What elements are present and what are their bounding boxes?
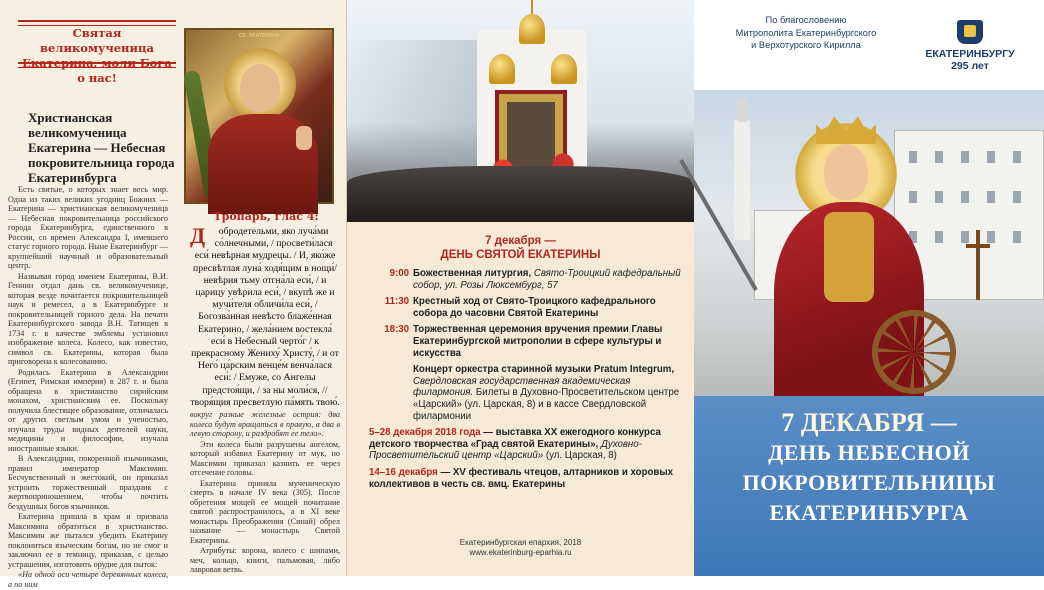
publisher-footer xyxy=(347,538,694,558)
event-list xyxy=(369,268,687,495)
event-dates: 14–16 декабря xyxy=(369,466,438,478)
troparion-hymn xyxy=(190,223,340,409)
event-title: — XV фестиваль чтецов, алтарников и хоровых коллективов в честь св. вмц. Екатерины xyxy=(369,466,674,490)
event-venue: Духовно-Просветительский центр «Царский» xyxy=(369,438,642,462)
saint-hand xyxy=(296,126,312,150)
event-venue: Свято-Троицкий кафедральный собор, ул. Розы Люксембург, 57 xyxy=(413,268,681,291)
cover-title-banner xyxy=(694,396,1044,576)
dome xyxy=(551,54,577,84)
biography-paragraph: Эти колеса были разрушены ангелом, который избавил Екатерину от мук, но Максимин приказал казнить ее через отсечение головы. xyxy=(190,439,340,477)
event-time: 18:30 xyxy=(384,324,409,336)
icon-caption: СВ. ЕКАТЕРИНА xyxy=(238,33,280,39)
biography-quote-end: вокруг разные железные острия: два колеса будут вращаться в правую, а два в левую сторону, и раздробят ее тело». xyxy=(190,410,340,438)
event-title: — выставка XX ежегодного конкурса детского творчества «Град святой Екатерины», xyxy=(369,427,661,450)
coat-of-arms-icon xyxy=(957,20,983,44)
saint-catherine-figure xyxy=(754,110,934,396)
procession-photo xyxy=(347,0,694,222)
event-item xyxy=(369,268,687,291)
publisher-name: Екатеринбургская епархия, 2018 xyxy=(459,538,582,547)
biography-title: Христианская великомученица Екатерина — Небесная покровительница города Екатеринбурга xyxy=(28,110,175,185)
dome-cross xyxy=(531,0,533,14)
cover-header xyxy=(694,0,1044,90)
cover-date: 7 ДЕКАБРЯ — xyxy=(781,408,957,437)
ornament-bottom xyxy=(18,62,176,68)
event-title: Божественная литургия, xyxy=(413,268,532,279)
dome xyxy=(489,54,515,84)
biography-paragraph: Екатерина пришла в храм и призвала Максимина обратиться в христианство. Максимин же пытался убедить Екатерину поклониться языческим богам, но не смог и заключил ее в темницу, приказав, с целью устрашения, изготовить орудие для пыток: xyxy=(8,512,168,569)
publisher-website[interactable]: www.ekaterinburg-eparhia.ru xyxy=(469,548,572,557)
troparion-text: обродетельми, яко луча́ми со́лнечными, / просвети́лася еси́ невѣрная мудрецы. / И, яко́же пресвѣтлая луна́ ходя́щим в нощи́/ невѣрия тьму отгна́ла еси́, / и царицу увѣрила еси́, / вкупѣ же и мучи́теля обличи́ла еси́, / Богозва́нная невѣсто блаже́нная Екатерино, / жела́нием востекла́ еси́ в Небесный черто́г / к прекрасному Жениху́ Христу́, / и от Него́ ца́рским венце́м венча́лася еси́: / Емуже, со Ангелы предстоя́щи, / за ны моли́ся, // творя́щия пресветлую па́мять твою́. xyxy=(190,226,340,408)
event-item xyxy=(369,427,687,462)
drop-cap: Д xyxy=(190,223,206,248)
cover-title-line: ДЕНЬ НЕБЕСНОЙ xyxy=(768,440,970,465)
panel-cover xyxy=(694,0,1044,576)
city-anniversary-logo xyxy=(910,20,1030,72)
event-title: Крестный ход от Свято-Троицкого кафедрального собора до часовни Святой Екатерины xyxy=(413,296,656,319)
event-time: 11:30 xyxy=(384,296,409,308)
blessing-line: и Верхотурского Кирилла xyxy=(751,40,861,51)
blessing-line: Митрополита Екатеринбургского xyxy=(735,27,877,38)
city-anniversary-years: 295 лет xyxy=(951,60,989,72)
wheel xyxy=(872,310,956,394)
biography-text xyxy=(8,185,168,590)
schedule-heading-date: 7 декабря — xyxy=(485,235,556,247)
panel-saint-biography xyxy=(0,0,347,589)
event-item xyxy=(369,324,687,359)
event-item xyxy=(369,467,687,490)
event-details: Билеты в Духовно-Просветительском центре «Царский» (ул. Царская, 8) и в кассе Свердловской филармонии xyxy=(413,387,680,422)
dome xyxy=(519,14,545,44)
event-title: Концерт оркестра старинной музыки Pratum Integrum, xyxy=(413,364,675,376)
face xyxy=(824,144,868,200)
biography-paragraph: Атрибуты: корона, колесо с шипами, меч, кольцо, книги, пальмовая, либо лавровая ветвь. xyxy=(190,546,340,574)
city-name: ЕКАТЕРИНБУРГУ xyxy=(925,48,1015,60)
event-venue: Свердловская государственная академическая филармония. xyxy=(413,375,631,399)
saint-face xyxy=(240,64,280,112)
cover-title-line: ПОКРОВИТЕЛЬНИЦЫ xyxy=(742,470,996,495)
biography-paragraph: Назвывая город именем Екатерины, В.И. Геннин отдал дань св. великомученице, которая везде почитается покровительницей наук и ремесел, а в Екатеринбурге и покровительницей горного дела. На печати Екатеринбургского завода В.Н. Татищев в 1734 г. в качестве эмблемы установил изображение колеса. Колесо, как известно, символ св. Екатерины, которая была приговорена к колесованию. xyxy=(8,271,168,366)
event-time: 9:00 xyxy=(389,268,409,279)
biography-paragraph: Екатерина приняла мученическую смерть в начале IV века (305). После обретения мощей ее мощей почитание святой распространилось, а в XI веке монастырь Преображения (Синай) обрел название — монастырь Святой Екатерины. xyxy=(190,478,340,545)
biography-text-continued xyxy=(190,410,340,576)
cross xyxy=(976,230,980,300)
bell-tower xyxy=(734,120,750,240)
event-dates: 5–28 декабря 2018 года xyxy=(369,427,481,439)
event-details: (ул. Царская, 8) xyxy=(543,450,617,462)
blessing-line: По благословению xyxy=(765,15,847,25)
event-time xyxy=(369,364,413,422)
event-item xyxy=(369,364,687,422)
cover-title-line: ЕКАТЕРИНБУРГА xyxy=(769,500,969,525)
schedule-heading xyxy=(347,234,694,262)
schedule-heading-title: ДЕНЬ СВЯТОЙ ЕКАТЕРИНЫ xyxy=(440,249,601,261)
event-item xyxy=(369,296,687,319)
biography-paragraph: Родилась Екатерина в Александрии (Египет, Римская империя) в 287 г. и была обращена в христианство сирийским монахом, христианским ее. Поскольку получила блестящее образование, отличалась от других светлым умом и ученостью, изучала труды видных деятелей науки, медицины и философии, изучала иностранные языки. xyxy=(8,367,168,453)
saint-icon-image xyxy=(184,28,334,204)
biography-paragraph: В Александрии, покоренной язычниками, правил император Максимин. Бесчувственный и жестокий, он приказал устроить торжественный праздник с жертвоприношением, чтобы почтить бездушных богов язычников. xyxy=(8,454,168,511)
invocation-banner xyxy=(18,26,176,86)
invocation-line-2: Екатерина, моли Бога о нас! xyxy=(22,56,172,85)
biography-quote-start: «На одной оси четыре деревянных колеса, а по ним xyxy=(8,570,168,589)
event-title: Торжественная церемония вручения премии Главы Екатеринбургской митрополии в сфере культуры и искусства xyxy=(413,324,663,359)
biography-paragraph: Есть святые, о которых знает весь мир. Одна из таких великих угодниц Божиих — Екатерина — христианская великомученица — Небесная покровительница российского города Екатеринбурга, единственного в России, со времен Александра I, имевшего статус горного города. Ныне Екатеринбург — крупнейший научный и образовательный центр. xyxy=(8,185,168,270)
invocation-line-1: Святая великомученица xyxy=(40,26,154,55)
troparion-heading: Тропарь, глас 4: xyxy=(213,210,319,223)
procession-crowd xyxy=(347,166,694,222)
panel-event-schedule xyxy=(347,0,694,576)
blessing-text xyxy=(708,14,904,52)
